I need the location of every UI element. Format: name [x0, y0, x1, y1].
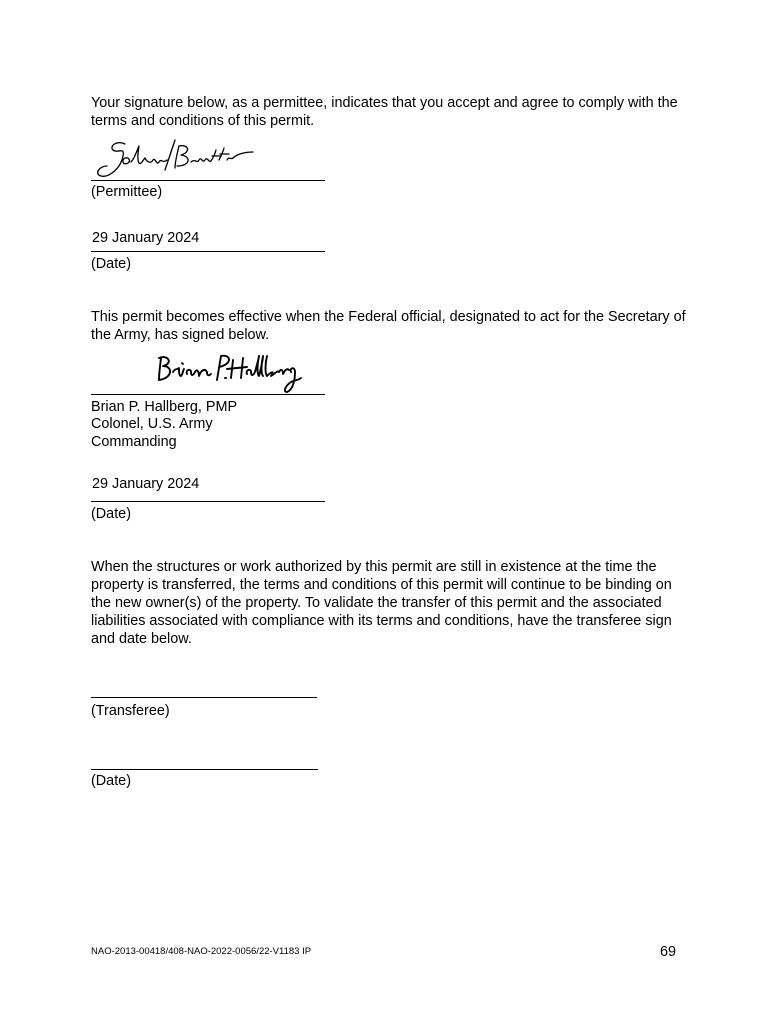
official-date-line	[91, 501, 325, 502]
permittee-signature	[95, 136, 265, 182]
effective-paragraph: This permit becomes effective when the Federal official, designated to act for the Secretary of the Army, has signed below.	[91, 309, 686, 343]
permittee-signature-line	[91, 180, 325, 181]
page-number: 69	[660, 944, 677, 960]
permittee-date-line	[91, 251, 325, 252]
permittee-date-value: 29 January 2024	[92, 230, 200, 246]
transfer-paragraph: When the structures or work authorized by this permit are still in existence at the time the property is transferred, the terms and conditions of this permit will continue to be binding on the new owner(s) of the property. To validate the transfer of this permit and the associated liabilities associated with compliance with its terms and conditions, have the transferee sign and date below.	[91, 559, 672, 647]
official-role: Commanding	[91, 434, 177, 450]
official-rank: Colonel, U.S. Army	[91, 416, 213, 432]
transferee-signature-line	[91, 697, 317, 698]
official-name: Brian P. Hallberg, PMP	[91, 399, 238, 415]
transferee-date-label: (Date)	[91, 773, 131, 789]
official-date-value: 29 January 2024	[92, 476, 200, 492]
transferee-date-line	[91, 769, 318, 770]
official-date-label: (Date)	[91, 506, 131, 522]
transferee-label: (Transferee)	[91, 703, 170, 719]
permittee-label: (Permittee)	[91, 184, 163, 200]
permittee-date-label: (Date)	[91, 256, 131, 272]
acceptance-paragraph: Your signature below, as a permittee, indicates that you accept and agree to comply with the terms and conditions of this permit.	[91, 95, 678, 129]
document-id: NAO-2013-00418/408-NAO-2022-0056/22-V1183 IP	[91, 946, 312, 957]
official-signature-line	[91, 394, 325, 395]
official-signature	[155, 350, 315, 396]
